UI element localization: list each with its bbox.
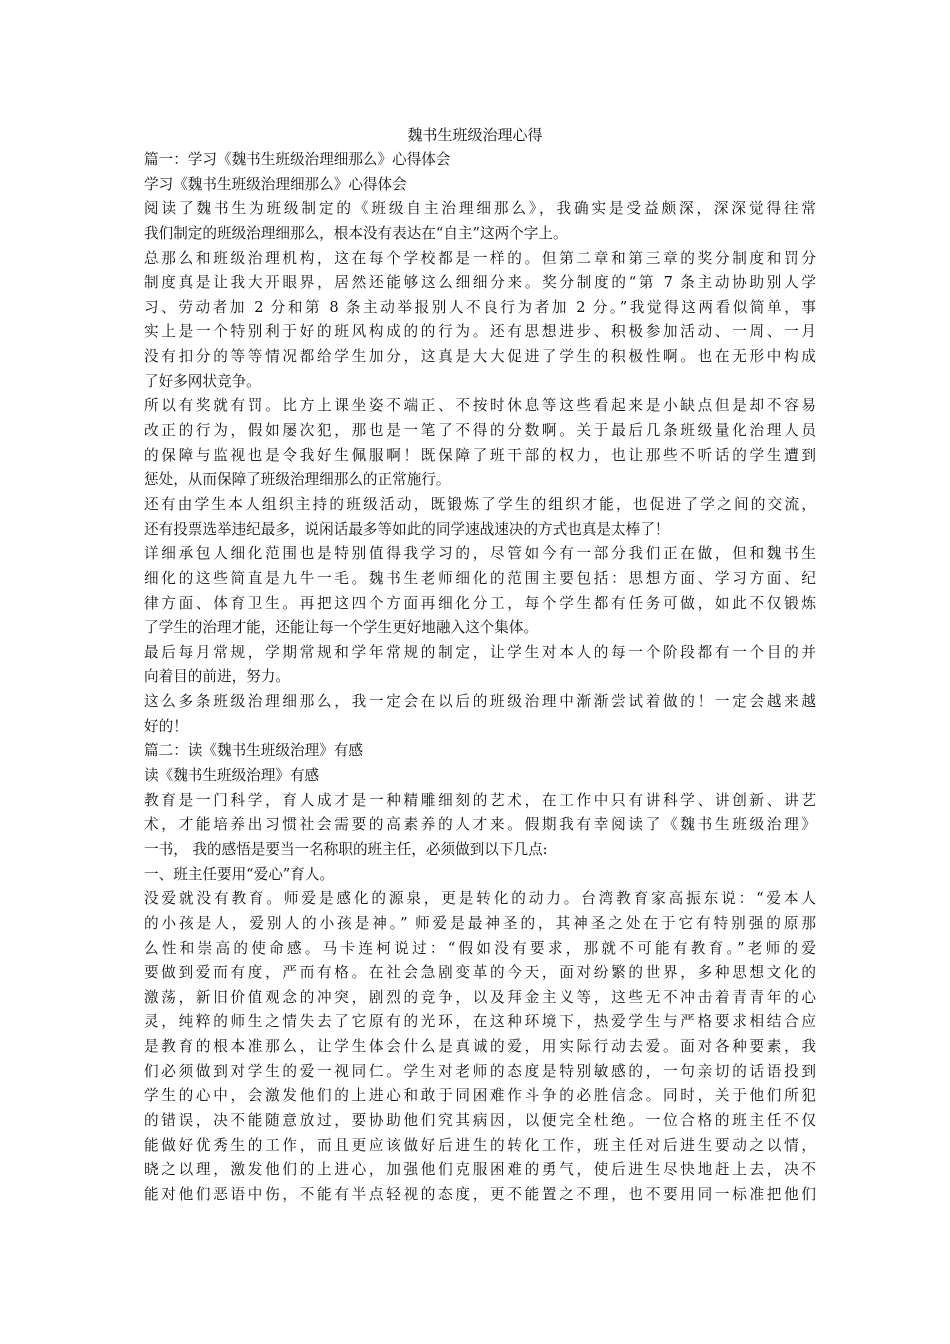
text-line: 们必须做到对学生的爱一视同仁。学生对老师的态度是特别敏感的，一句亲切的话语投到 [144,1062,816,1080]
text-line: 一、班主任要用“爱心”育人。 [144,865,335,883]
text-line: 所以有奖就有罚。比方上课坐姿不端正、不按时休息等这些看起来是小缺点但是却不容易 [144,397,816,415]
text-line: 细化的这些简直是九牛一毛。魏书生老师细化的范围主要包括：思想方面、学习方面、纪 [144,569,816,587]
text-line: 一书， 我的感悟是要当一名称职的班主任，必须做到以下几点: [144,840,548,858]
text-line: 学习《魏书生班级治理细那么》心得体会 [144,175,407,193]
text-line: 惩处，从而保障了班级治理细那么的正常施行。 [144,471,451,489]
text-line: 没爱就没有教育。师爱是感化的源泉，更是转化的动力。台湾教育家高振东说：“爱本人 [144,890,816,908]
text-line: 的保障与监视也是令我好生佩服啊！既保障了班干部的权力，也让那些不听话的学生遭到 [144,446,816,464]
text-line: 制度真是让我大开眼界，居然还能够这么细细分来。奖分制度的“第 7 条主动协助别人学 [144,274,816,292]
text-line: 好的！ [144,717,188,735]
text-line: 能对他们恶语中伤，不能有半点轻视的态度，更不能置之不理，也不要用同一标准把他们 [144,1185,816,1203]
text-line: 是教育的根本准那么，让学生体会什么是真诚的爱，用实际行动去爱。面对各种要素，我 [144,1038,816,1056]
text-line: 这么多条班级治理细那么，我一定会在以后的班级治理中渐渐尝试着做的！一定会越来越 [144,693,816,711]
text-line: 还有投票选举违纪最多，说闲话最多等如此的同学速战速决的方式也真是太棒了！ [144,520,670,538]
text-line: 我们制定的班级治理细那么，根本没有表达在“自主”这两个字上。 [144,224,568,242]
text-line: 总那么和班级治理机构，这在每个学校都是一样的。但第二章和第三章的奖分制度和罚分 [144,249,816,267]
text-line: 还有由学生本人组织主持的班级活动，既锻炼了学生的组织才能，也促进了学之间的交流， [144,495,816,513]
text-line: 律方面、体育卫生。再把这四个方面再细化分工，每个学生都有任务可做，如此不仅锻炼 [144,594,816,612]
text-line: 要做到爱而有度，严而有格。在社会急剧变革的今天，面对纷繁的世界，多种思想文化的 [144,964,816,982]
text-line: 的小孩是人，爱别人的小孩是神。” 师爱是最神圣的，其神圣之处在于它有特别强的原那 [144,914,816,932]
text-line: 学生的心中，会激发他们的上进心和敢于同困难作斗争的必胜信念。同时，关于他们所犯 [144,1087,816,1105]
text-line: 改正的行为，假如屡次犯，那也是一笔了不得的分数啊。关于最后几条班级量化治理人员 [144,422,816,440]
text-line: 了学生的治理才能，还能让每一个学生更好地融入这个集体。 [144,619,539,637]
text-line: 详细承包人细化范围也是特别值得我学习的，尽管如今有一部分我们正在做，但和魏书生 [144,545,816,563]
text-line: 激荡，新旧价值观念的冲突，剧烈的竞争，以及拜金主义等，这些无不冲击着青青年的心 [144,988,816,1006]
text-line: 最后每月常规，学期常规和学年常规的制定，让学生对本人的每一个阶段都有一个目的并 [144,643,816,661]
text-line: 篇一：学习《魏书生班级治理细那么》心得体会 [144,151,451,168]
text-line: 篇二：读《魏书生班级治理》有感 [144,742,363,760]
text-line: 术，才能培养出习惯社会需要的高素养的人才来。假期我有幸阅读了《魏书生班级治理》 [144,816,816,834]
text-line: 么性和崇高的使命感。马卡连柯说过：“假如没有要求，那就不可能有教育。”老师的爱 [144,939,816,957]
text-line: 没有扣分的等等情况都给学生加分，这真是大大促进了学生的积极性啊。也在无形中构成 [144,348,816,366]
text-line: 阅读了魏书生为班级制定的《班级自主治理细那么》，我确实是受益颇深，深深觉得往常 [144,200,816,218]
document-body [144,148,816,1208]
text-line: 教育是一门科学，育人成才是一种精雕细刻的艺术，在工作中只有讲科学、讲创新、讲艺 [144,791,816,809]
text-line: 了好多网状竞争。 [144,372,261,390]
text-line: 读《魏书生班级治理》有感 [144,767,320,785]
text-line: 习、劳动者加 2 分和第 8 条主动举报别人不良行为者加 2 分。”我觉得这两看似简单，事 [144,298,816,316]
text-line: 晓之以理，激发他们的上进心，加强他们克服困难的勇气，使后进生尽快地赶上去，决不 [144,1161,816,1179]
text-line: 的错误，决不能随意放过，要协助他们究其病因，以便完全杜绝。一位合格的班主任不仅 [144,1111,816,1129]
text-line: 实上是一个特别利于好的班风构成的的行为。还有思想进步、积极参加活动、一周、一月 [144,323,816,341]
text-line: 能做好优秀生的工作，而且更应该做好后进生的转化工作，班主任对后进生要动之以情， [144,1136,816,1154]
document-title: 魏书生班级治理心得 [407,126,543,144]
text-line: 向着目的前进，努力。 [144,668,290,686]
text-line: 灵，纯粹的师生之情失去了它原有的光环，在这种环境下，热爱学生与严格要求相结合应 [144,1013,816,1031]
